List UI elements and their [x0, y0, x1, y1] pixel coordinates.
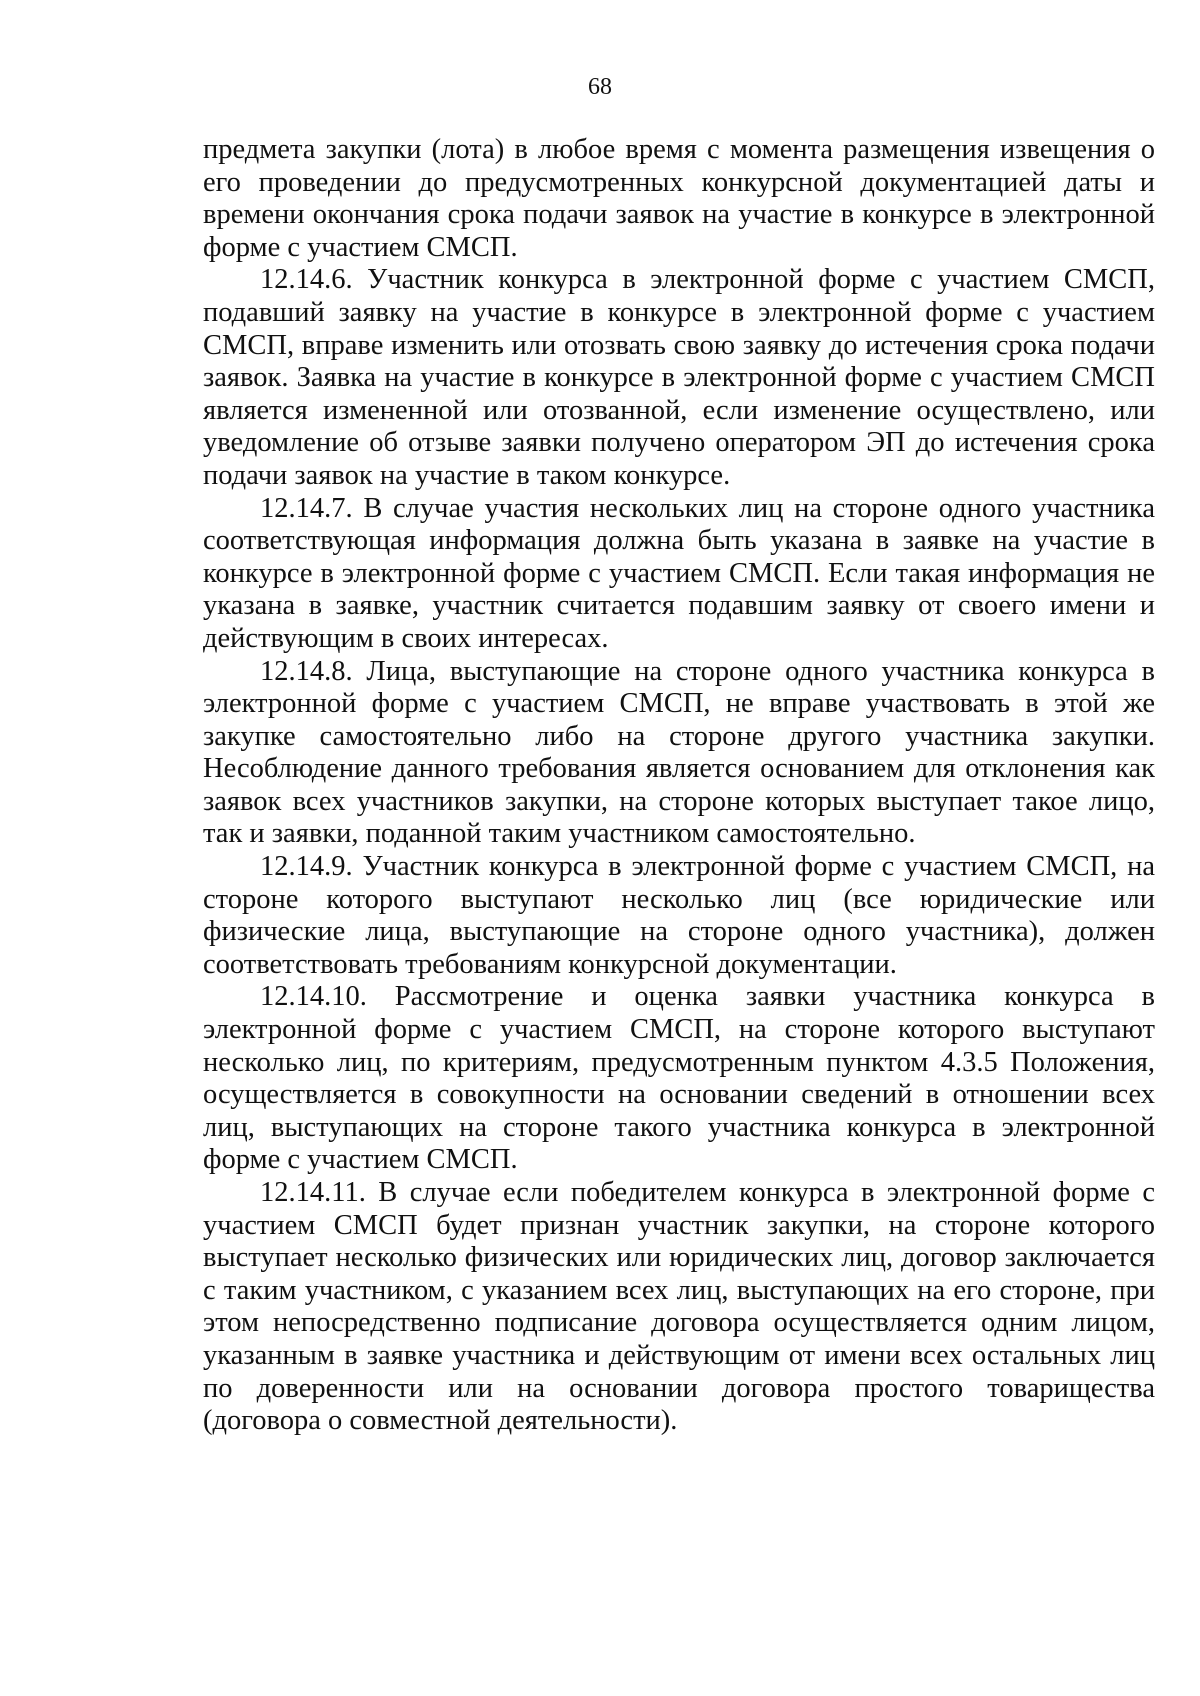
paragraph-12-14-6: 12.14.6. Участник конкурса в электронной форме с участием СМСП, подавший заявку на участие в конкурсе в электронной форме с участием СМСП, вправе изменить или отозвать свою заявку до истечения срока подачи заявок. Заявка на участие в конкурсе в электронной форме с участием СМСП является измененной или отозванной, если изменение осуществлено, или уведомление об отзыве заявки получено оператором ЭП до истечения срока подачи заявок на участие в таком конкурсе.: [203, 264, 1155, 491]
paragraph-12-14-9: 12.14.9. Участник конкурса в электронной форме с участием СМСП, на стороне которого выступают несколько лиц (все юридические или физические лица, выступающие на стороне одного участника), должен соответствовать требованиям конкурсной документации.: [203, 851, 1155, 980]
page-number: 68: [588, 74, 612, 100]
paragraph-continuation: предмета закупки (лота) в любое время с момента размещения извещения о его проведении до предусмотренных конкурсной документацией даты и времени окончания срока подачи заявок на участие в конкурсе в электронной форме с участием СМСП.: [203, 134, 1155, 263]
document-body: [203, 134, 1155, 1438]
paragraph-12-14-7: 12.14.7. В случае участия нескольких лиц на стороне одного участника соответствующая информация должна быть указана в заявке на участие в конкурсе в электронной форме с участием СМСП. Если такая информация не указана в заявке, участник считается подавшим заявку от своего имени и действующим в своих интересах.: [203, 492, 1155, 654]
paragraph-12-14-11: 12.14.11. В случае если победителем конкурса в электронной форме с участием СМСП будет признан участник закупки, на стороне которого выступает несколько физических или юридических лиц, договор заключается с таким участником, с указанием всех лиц, выступающих на его стороне, при этом непосредственно подписание договора осуществляется одним лицом, указанным в заявке участника и действующим от имени всех остальных лиц по доверенности или на основании договора простого товарищества (договора о совместной деятельности).: [203, 1177, 1155, 1437]
paragraph-12-14-8: 12.14.8. Лица, выступающие на стороне одного участника конкурса в электронной форме с участием СМСП, не вправе участвовать в этой же закупке самостоятельно либо на стороне другого участника закупки. Несоблюдение данного требования является основанием для отклонения как заявок всех участников закупки, на стороне которых выступает такое лицо, так и заявки, поданной таким участником самостоятельно.: [203, 655, 1155, 850]
paragraph-12-14-10: 12.14.10. Рассмотрение и оценка заявки участника конкурса в электронной форме с участием СМСП, на стороне которого выступают несколько лиц, по критериям, предусмотренным пунктом 4.3.5 Положения, осуществляется в совокупности на основании сведений в отношении всех лиц, выступающих на стороне такого участника конкурса в электронной форме с участием СМСП.: [203, 981, 1155, 1176]
